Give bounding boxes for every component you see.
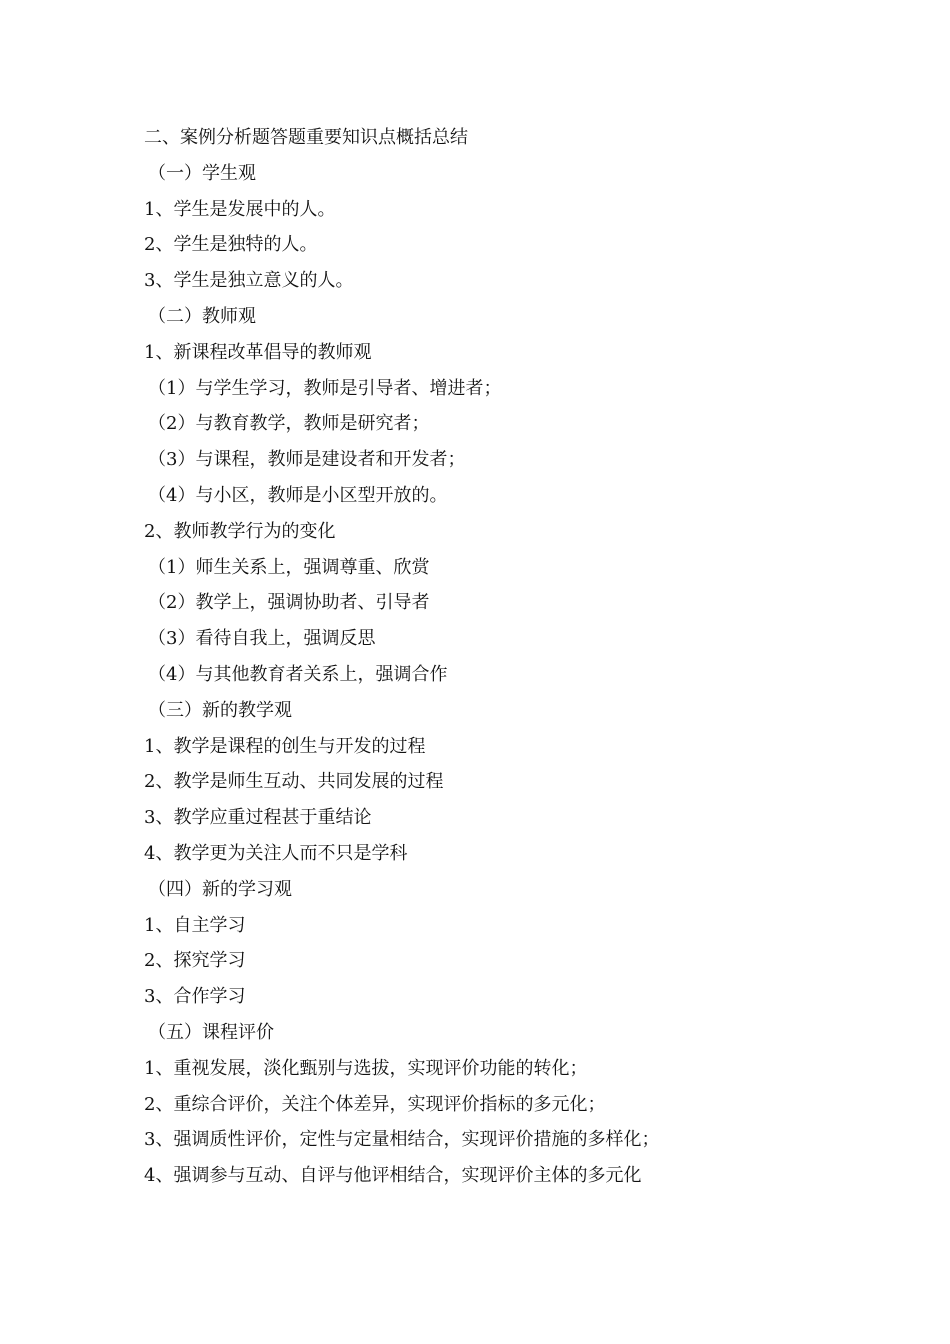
subsection-heading: （三）新的教学观 (148, 699, 292, 721)
list-item: 3、教学应重过程甚于重结论 (144, 807, 372, 829)
list-item: 1、重视发展，淡化甄别与选拔，实现评价功能的转化； (144, 1057, 588, 1079)
sub-list-item: （3）与课程，教师是建设者和开发者； (148, 449, 466, 471)
list-item: 2、探究学习 (144, 950, 246, 972)
sub-list-item: （3）看待自我上，强调反思 (148, 628, 376, 650)
sub-list-item: （2）教学上，强调协助者、引导者 (148, 592, 430, 614)
list-item: 2、教师教学行为的变化 (144, 520, 336, 542)
list-item: 3、合作学习 (144, 986, 246, 1008)
list-item: 1、新课程改革倡导的教师观 (144, 341, 372, 363)
list-item: 2、学生是独特的人。 (144, 234, 318, 256)
list-item: 1、学生是发展中的人。 (144, 198, 336, 220)
list-item: 3、学生是独立意义的人。 (144, 270, 354, 292)
sub-list-item: （4）与其他教育者关系上，强调合作 (148, 663, 448, 685)
list-item: 4、教学更为关注人而不只是学科 (144, 842, 408, 864)
list-item: 3、强调质性评价，定性与定量相结合，实现评价措施的多样化； (144, 1129, 660, 1151)
subsection-heading: （一）学生观 (148, 162, 256, 184)
sub-list-item: （2）与教育教学，教师是研究者； (148, 413, 430, 435)
sub-list-item: （1）师生关系上，强调尊重、欣赏 (148, 556, 430, 578)
subsection-heading: （二）教师观 (148, 305, 256, 327)
list-item: 1、教学是课程的创生与开发的过程 (144, 735, 426, 757)
section-heading: 二、案例分析题答题重要知识点概括总结 (144, 127, 468, 148)
list-item: 2、教学是师生互动、共同发展的过程 (144, 771, 444, 793)
sub-list-item: （4）与小区，教师是小区型开放的。 (148, 484, 448, 506)
subsection-heading: （五）课程评价 (148, 1021, 274, 1043)
list-item: 1、自主学习 (144, 914, 246, 936)
sub-list-item: （1）与学生学习，教师是引导者、增进者； (148, 377, 502, 399)
list-item: 4、强调参与互动、自评与他评相结合，实现评价主体的多元化 (144, 1165, 642, 1187)
list-item: 2、重综合评价，关注个体差异，实现评价指标的多元化； (144, 1093, 606, 1115)
document-body (144, 120, 864, 1194)
subsection-heading: （四）新的学习观 (148, 878, 292, 900)
